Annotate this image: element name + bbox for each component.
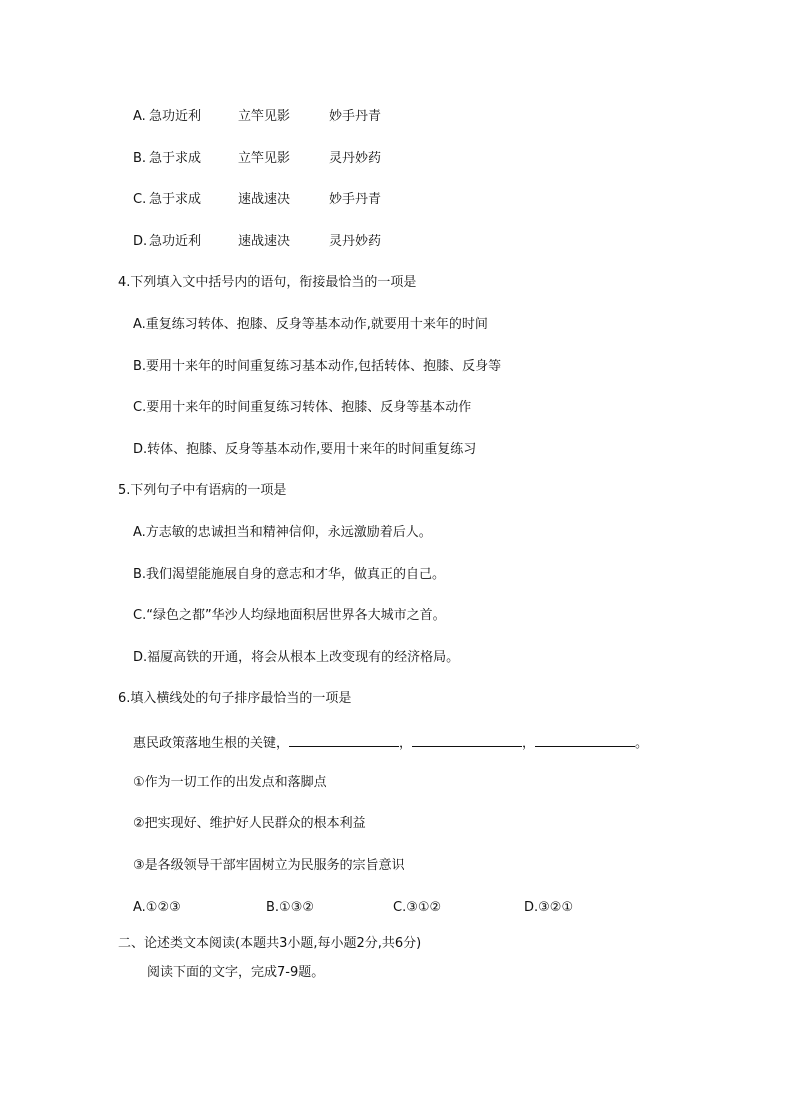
q3-option-word-1: 急于求成 xyxy=(149,192,202,207)
q5-option-c: C.“绿色之都”华沙人均绿地面积居世界各大城市之首。 xyxy=(133,608,446,623)
q3-option-word-2: 立竿见影 xyxy=(238,109,291,124)
q6-option-a: A.①②③ xyxy=(133,900,181,915)
q4-stem: 4.下列填入文中括号内的语句，衔接最恰当的一项是 xyxy=(118,275,417,290)
q3-option-word-1: 急功近利 xyxy=(149,234,202,249)
q3-option-word-2: 速战速决 xyxy=(238,234,291,249)
q3-option-letter: B. xyxy=(133,151,147,166)
q5-option-b: B.我们渴望能施展自身的意志和才华，做真正的自己。 xyxy=(133,567,446,582)
q3-option-word-3: 灵丹妙药 xyxy=(329,234,382,249)
q6-item-2: ②把实现好、维护好人民群众的根本利益 xyxy=(133,816,366,831)
q6-option-d: D.③②① xyxy=(524,900,574,915)
q6-sentence-end: 。 xyxy=(635,736,649,751)
q6-blank-2 xyxy=(412,732,522,747)
q6-blank-3 xyxy=(535,732,635,747)
q3-option-letter: C. xyxy=(133,192,147,207)
q6-sentence xyxy=(133,732,648,753)
q4-option-c: C.要用十来年的时间重复练习转体、抱膝、反身等基本动作 xyxy=(133,400,472,415)
q6-blank-1 xyxy=(289,732,399,747)
q3-option-word-1: 急功近利 xyxy=(149,109,202,124)
q6-option-c: C.③①② xyxy=(393,900,442,915)
q6-item-1: ①作为一切工作的出发点和落脚点 xyxy=(133,775,327,790)
q3-option-word-2: 立竿见影 xyxy=(238,151,291,166)
q3-option-letter: D. xyxy=(133,234,148,249)
q6-item-3: ③是各级领导干部牢固树立为民服务的宗旨意识 xyxy=(133,858,405,873)
q5-option-d: D.福厦高铁的开通，将会从根本上改变现有的经济格局。 xyxy=(133,650,460,665)
q5-option-a: A.方志敏的忠诚担当和精神信仰，永远激励着后人。 xyxy=(133,525,432,540)
q6-sentence-prefix: 惠民政策落地生根的关键， xyxy=(133,736,290,751)
q3-option-word-3: 灵丹妙药 xyxy=(329,151,382,166)
q4-option-b: B.要用十来年的时间重复练习基本动作,包括转体、抱膝、反身等 xyxy=(133,359,502,374)
q6-separator: ， xyxy=(399,736,413,751)
section-instruction: 阅读下面的文字，完成7-9题。 xyxy=(147,965,325,980)
q3-option-word-1: 急于求成 xyxy=(149,151,202,166)
q4-option-d: D.转体、抱膝、反身等基本动作,要用十来年的时间重复练习 xyxy=(133,442,477,457)
section-heading: 二、论述类文本阅读(本题共3小题,每小题2分,共6分) xyxy=(118,936,422,951)
q3-option-word-3: 妙手丹青 xyxy=(329,192,382,207)
q3-option-word-3: 妙手丹青 xyxy=(329,109,382,124)
q4-option-a: A.重复练习转体、抱膝、反身等基本动作,就要用十来年的时间 xyxy=(133,317,488,332)
q5-stem: 5.下列句子中有语病的一项是 xyxy=(118,483,287,498)
q6-separator: ， xyxy=(522,736,536,751)
q6-stem: 6.填入横线处的句子排序最恰当的一项是 xyxy=(118,691,352,706)
q3-option-word-2: 速战速决 xyxy=(238,192,291,207)
q6-option-b: B.①③② xyxy=(266,900,315,915)
q3-option-letter: A. xyxy=(133,109,146,124)
